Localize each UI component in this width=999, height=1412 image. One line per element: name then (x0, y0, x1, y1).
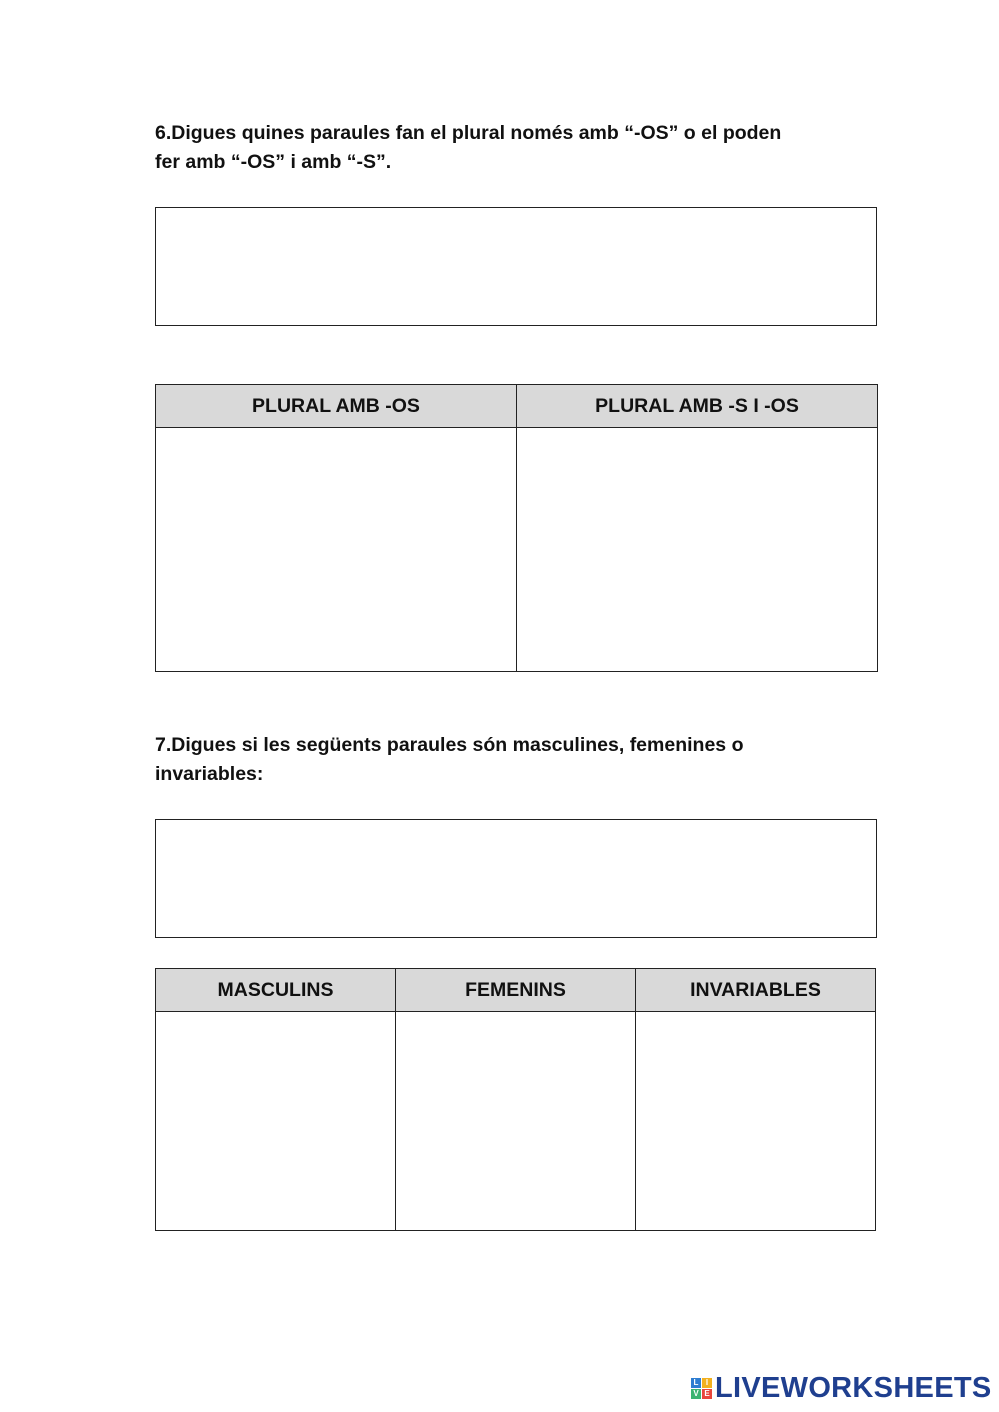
liveworksheets-logo-icon (691, 1378, 712, 1399)
answer-cell-plural-s-os[interactable] (517, 428, 878, 672)
answer-cell-plural-os[interactable] (156, 428, 517, 672)
logo-mark-letter: L (691, 1378, 701, 1388)
answer-cell-invariables[interactable] (636, 1012, 876, 1231)
exercise-6-word-box (155, 207, 877, 326)
exercise-6-question-line2: fer amb “-OS” i amb “-S”. (155, 151, 392, 173)
exercise-6-question-line1: 6.Digues quines paraules fan el plural només amb “-OS” o el poden (155, 122, 782, 144)
header-femenins: FEMENINS (396, 969, 636, 1012)
answer-cell-masculins[interactable] (156, 1012, 396, 1231)
header-plural-s-os: PLURAL AMB -S I -OS (517, 385, 878, 428)
exercise-7-question (155, 731, 875, 789)
exercise-6-question (155, 119, 875, 177)
liveworksheets-logo (691, 1373, 992, 1403)
answer-cell-femenins[interactable] (396, 1012, 636, 1231)
header-plural-os: PLURAL AMB -OS (156, 385, 517, 428)
exercise-7-word-box (155, 819, 877, 938)
exercise-6-table (155, 384, 878, 672)
header-invariables: INVARIABLES (636, 969, 876, 1012)
exercise-7-question-line2: invariables: (155, 763, 264, 785)
liveworksheets-logo-text: LIVEWORKSHEETS (715, 1371, 992, 1404)
logo-mark-letter: V (691, 1389, 701, 1399)
logo-mark-letter: E (702, 1389, 712, 1399)
logo-mark-letter: I (702, 1378, 712, 1388)
header-masculins: MASCULINS (156, 969, 396, 1012)
exercise-7-question-line1: 7.Digues si les següents paraules són masculines, femenines o (155, 734, 744, 756)
exercise-7-table (155, 968, 876, 1231)
